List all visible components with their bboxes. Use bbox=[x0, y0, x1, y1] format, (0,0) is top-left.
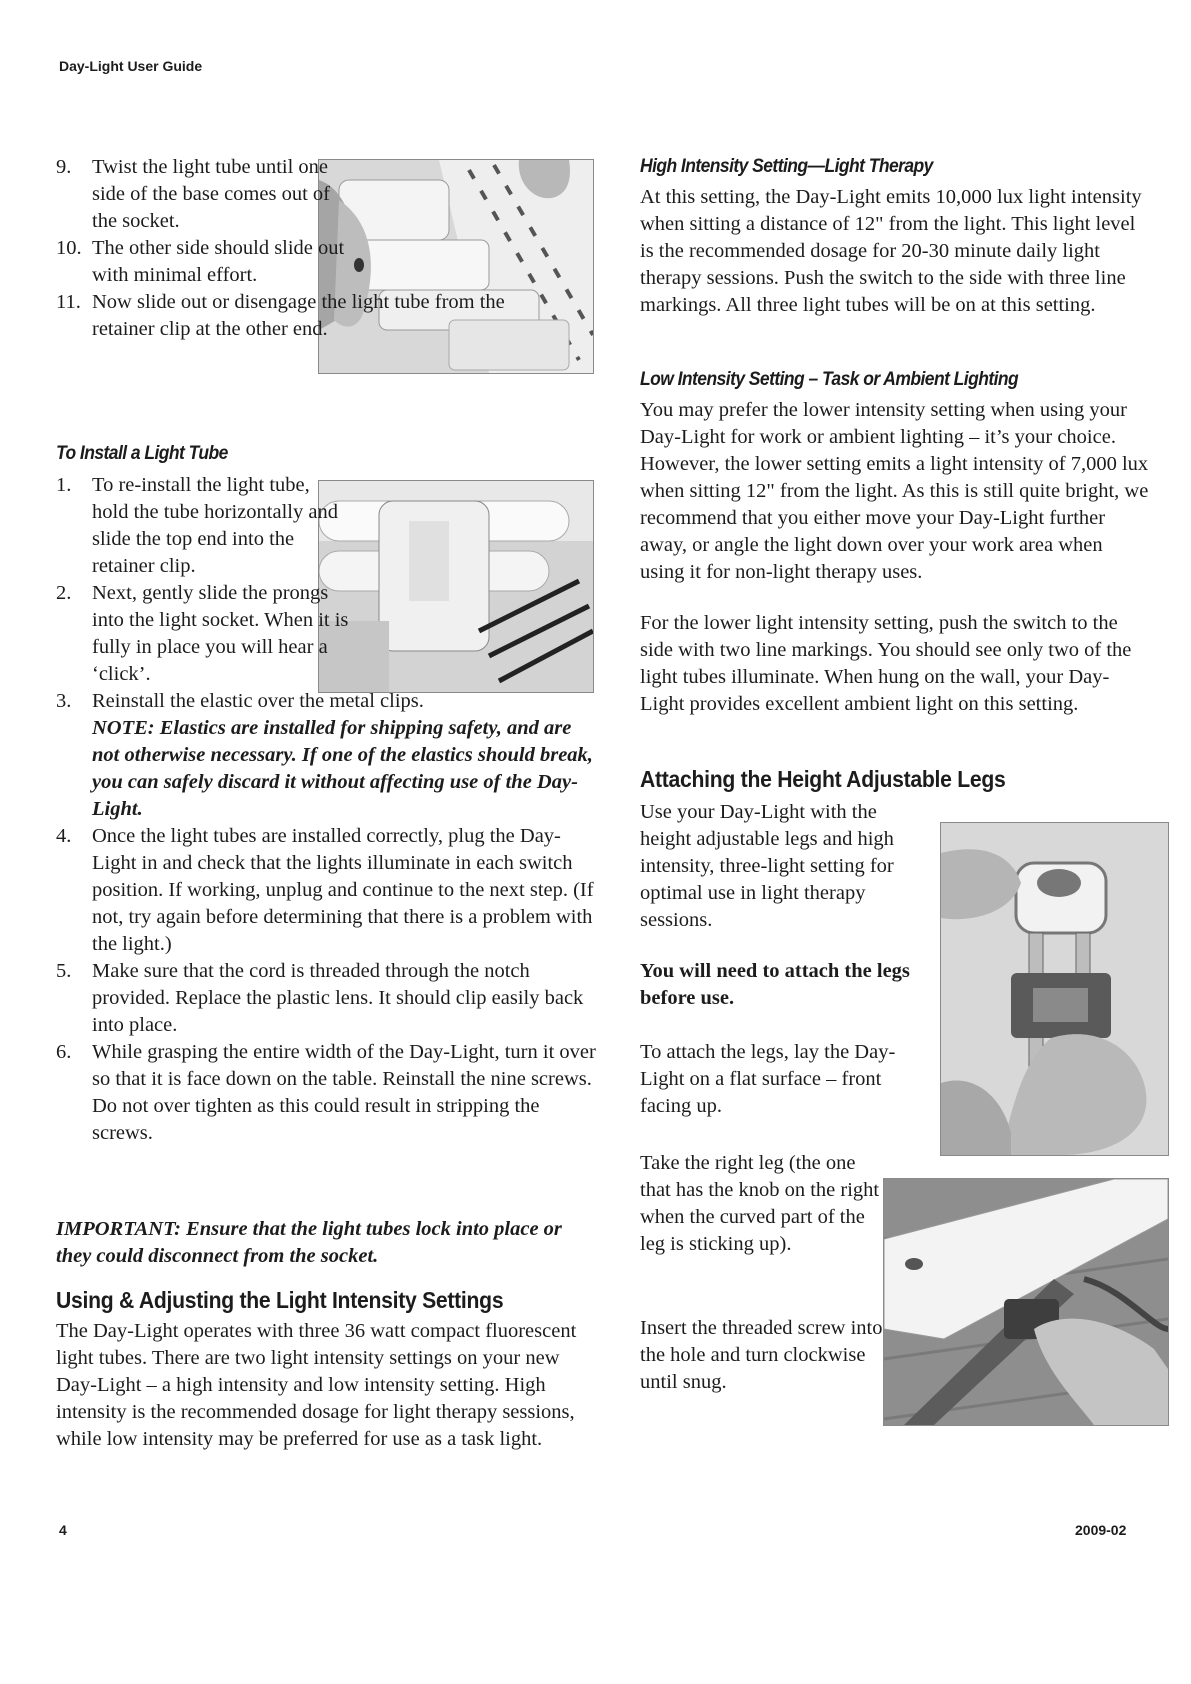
removal-step-11 bbox=[56, 289, 572, 343]
install-step-5 bbox=[56, 958, 602, 1039]
step-text: Next, gently slide the prongs into the light socket. When it is fully in place you will hear a ‘click’. bbox=[92, 582, 349, 685]
step-text: Once the light tubes are installed correctly, plug the Day-Light in and check that the lights illuminate in each switch position. If working, unplug and continue to the next step. (If not, try again before determining that there is a problem with the light.) bbox=[92, 825, 594, 955]
step-text: To re-install the light tube, hold the tube horizontally and slide the top end into the retainer clip. bbox=[92, 474, 338, 577]
low-intensity-text-2: For the lower light intensity setting, push the switch to the side with two line markings. You should see only two of the light tubes illuminate. When hung on the wall, your Day-Light provides excellent ambient light on this setting. bbox=[640, 612, 1132, 715]
step-number: 1. bbox=[56, 474, 72, 496]
high-intensity-heading: High Intensity Setting—Light Therapy bbox=[640, 156, 933, 177]
step-number: 11. bbox=[56, 291, 81, 313]
legs-need-note: You will need to attach the legs before use. bbox=[640, 960, 910, 1009]
step-number: 9. bbox=[56, 156, 72, 178]
removal-step-10 bbox=[56, 235, 358, 289]
step-number: 5. bbox=[56, 960, 72, 982]
removal-step-9 bbox=[56, 154, 350, 235]
step-number: 10. bbox=[56, 237, 82, 259]
low-intensity-text: You may prefer the lower intensity setting when using your Day-Light for work or ambient lighting – it’s your choice. However, the lower setting emits a light intensity of 7,000 lux when sitting 12" from the light. As this is still quite bright, we recommend that you either move your Day-Light further away, or angle the light down over your work area when using it for non-light therapy uses. bbox=[640, 399, 1149, 583]
step-text: While grasping the entire width of the Day-Light, turn it over so that it is face down on the table. Reinstall the nine screws. Do not over tighten as this could result in stripping the screws. bbox=[92, 1041, 596, 1144]
legs-attach-text: To attach the legs, lay the Day-Light on a flat surface – front facing up. bbox=[640, 1041, 896, 1117]
legs-right-text: Take the right leg (the one that has the knob on the right when the curved part of the leg is sticking up). bbox=[640, 1152, 880, 1255]
footer-date: 2009-02 bbox=[1075, 1522, 1127, 1538]
install-heading: To Install a Light Tube bbox=[56, 443, 228, 464]
elastics-note: NOTE: Elastics are installed for shipping safety, and are not otherwise necessary. If one of the elastics should break, you can safely discard it without affecting use of the Day-Light. bbox=[92, 717, 593, 820]
step-number: 3. bbox=[56, 690, 72, 712]
step-text: Now slide out or disengage the light tube from the retainer clip at the other end. bbox=[92, 291, 505, 340]
step-number: 4. bbox=[56, 825, 72, 847]
install-step-3 bbox=[56, 688, 602, 823]
step-text: Reinstall the elastic over the metal clips. bbox=[92, 690, 424, 712]
low-intensity-heading: Low Intensity Setting – Task or Ambient Lighting bbox=[640, 369, 1019, 390]
legs-heading: Attaching the Height Adjustable Legs bbox=[640, 766, 1006, 792]
legs-insert-text: Insert the threaded screw into the hole and turn clockwise until snug. bbox=[640, 1317, 883, 1393]
high-intensity-text: At this setting, the Day-Light emits 10,000 lux light intensity when sitting a distance of 12" from the light. This light level is the recommended dosage for 20-30 minute daily light therapy sessions. Push the switch to the side with three line markings. All three light tubes will be on at this setting. bbox=[640, 186, 1142, 316]
install-step-1 bbox=[56, 472, 346, 580]
step-text: The other side should slide out with minimal effort. bbox=[92, 237, 345, 286]
intensity-text: The Day-Light operates with three 36 watt compact fluorescent light tubes. There are two light intensity settings on your new Day-Light – a high intensity and low intensity setting. High intensity is the recommended dosage for light therapy sessions, while low intensity may be preferred for use as a task light. bbox=[56, 1320, 577, 1450]
footer-page-number: 4 bbox=[59, 1522, 67, 1538]
step-text: Twist the light tube until one side of the base comes out of the socket. bbox=[92, 156, 330, 232]
removal-steps bbox=[56, 154, 596, 343]
photo-adjustable-leg bbox=[940, 822, 1169, 1156]
photo-threaded-screw bbox=[883, 1178, 1169, 1426]
install-step-6 bbox=[56, 1039, 602, 1147]
install-step-2 bbox=[56, 580, 350, 688]
intensity-heading: Using & Adjusting the Light Intensity Settings bbox=[56, 1287, 504, 1313]
step-number: 2. bbox=[56, 582, 72, 604]
step-number: 6. bbox=[56, 1041, 72, 1063]
install-step-4 bbox=[56, 823, 602, 958]
legs-text: Use your Day-Light with the height adjustable legs and high intensity, three-light setting for optimal use in light therapy sessions. bbox=[640, 801, 894, 931]
important-note: IMPORTANT: Ensure that the light tubes lock into place or they could disconnect from the socket. bbox=[56, 1218, 562, 1267]
header-title: Day-Light User Guide bbox=[59, 58, 203, 74]
step-text: Make sure that the cord is threaded through the notch provided. Replace the plastic lens. It should clip easily back into place. bbox=[92, 960, 584, 1036]
install-steps bbox=[56, 472, 596, 1147]
